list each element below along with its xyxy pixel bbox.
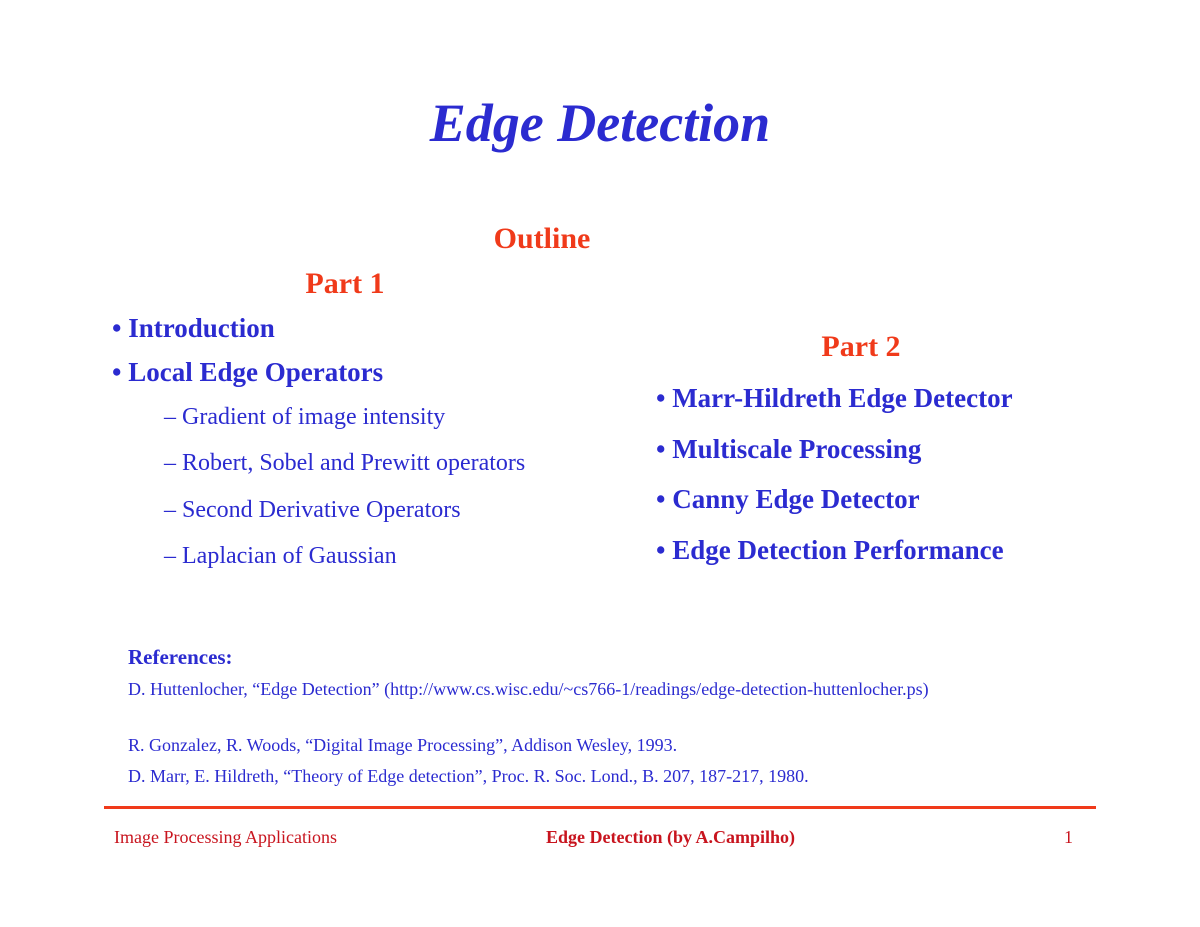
part1-subitem-laplacian-of-gaussian: – Laplacian of Gaussian	[164, 543, 397, 569]
part2-item-canny: • Canny Edge Detector	[656, 484, 920, 514]
reference-huttenlocher: D. Huttenlocher, “Edge Detection” (http://www.cs.wisc.edu/~cs766-1/readings/edge-detection-huttenlocher.ps)	[128, 679, 929, 699]
part2-item-performance: • Edge Detection Performance	[656, 535, 1004, 565]
part1-item-local-edge-operators: • Local Edge Operators	[112, 357, 384, 387]
reference-gonzalez-woods: R. Gonzalez, R. Woods, “Digital Image Processing”, Addison Wesley, 1993.	[128, 735, 678, 755]
part1-subitem-gradient: – Gradient of image intensity	[164, 404, 446, 430]
footer-course-name: Image Processing Applications	[114, 827, 337, 847]
outline-heading: Outline	[493, 222, 591, 255]
part1-subitem-second-derivative: – Second Derivative Operators	[164, 497, 461, 523]
part1-item-introduction: • Introduction	[112, 313, 275, 343]
reference-marr-hildreth: D. Marr, E. Hildreth, “Theory of Edge detection”, Proc. R. Soc. Lond., B. 207, 187-217, 1980.	[128, 766, 809, 786]
part1-subitem-robert-sobel-prewitt: – Robert, Sobel and Prewitt operators	[164, 450, 526, 476]
footer-page-number: 1	[1064, 827, 1073, 847]
footer-deck-title: Edge Detection (by A.Campilho)	[546, 827, 795, 847]
part2-item-marr-hildreth: • Marr-Hildreth Edge Detector	[656, 383, 1013, 413]
part2-item-multiscale: • Multiscale Processing	[656, 434, 922, 464]
references-heading: References:	[128, 645, 233, 669]
part2-heading: Part 2	[821, 330, 901, 363]
footer-divider	[104, 806, 1096, 809]
slide-title: Edge Detection	[429, 93, 771, 153]
part1-heading: Part 1	[305, 267, 385, 300]
